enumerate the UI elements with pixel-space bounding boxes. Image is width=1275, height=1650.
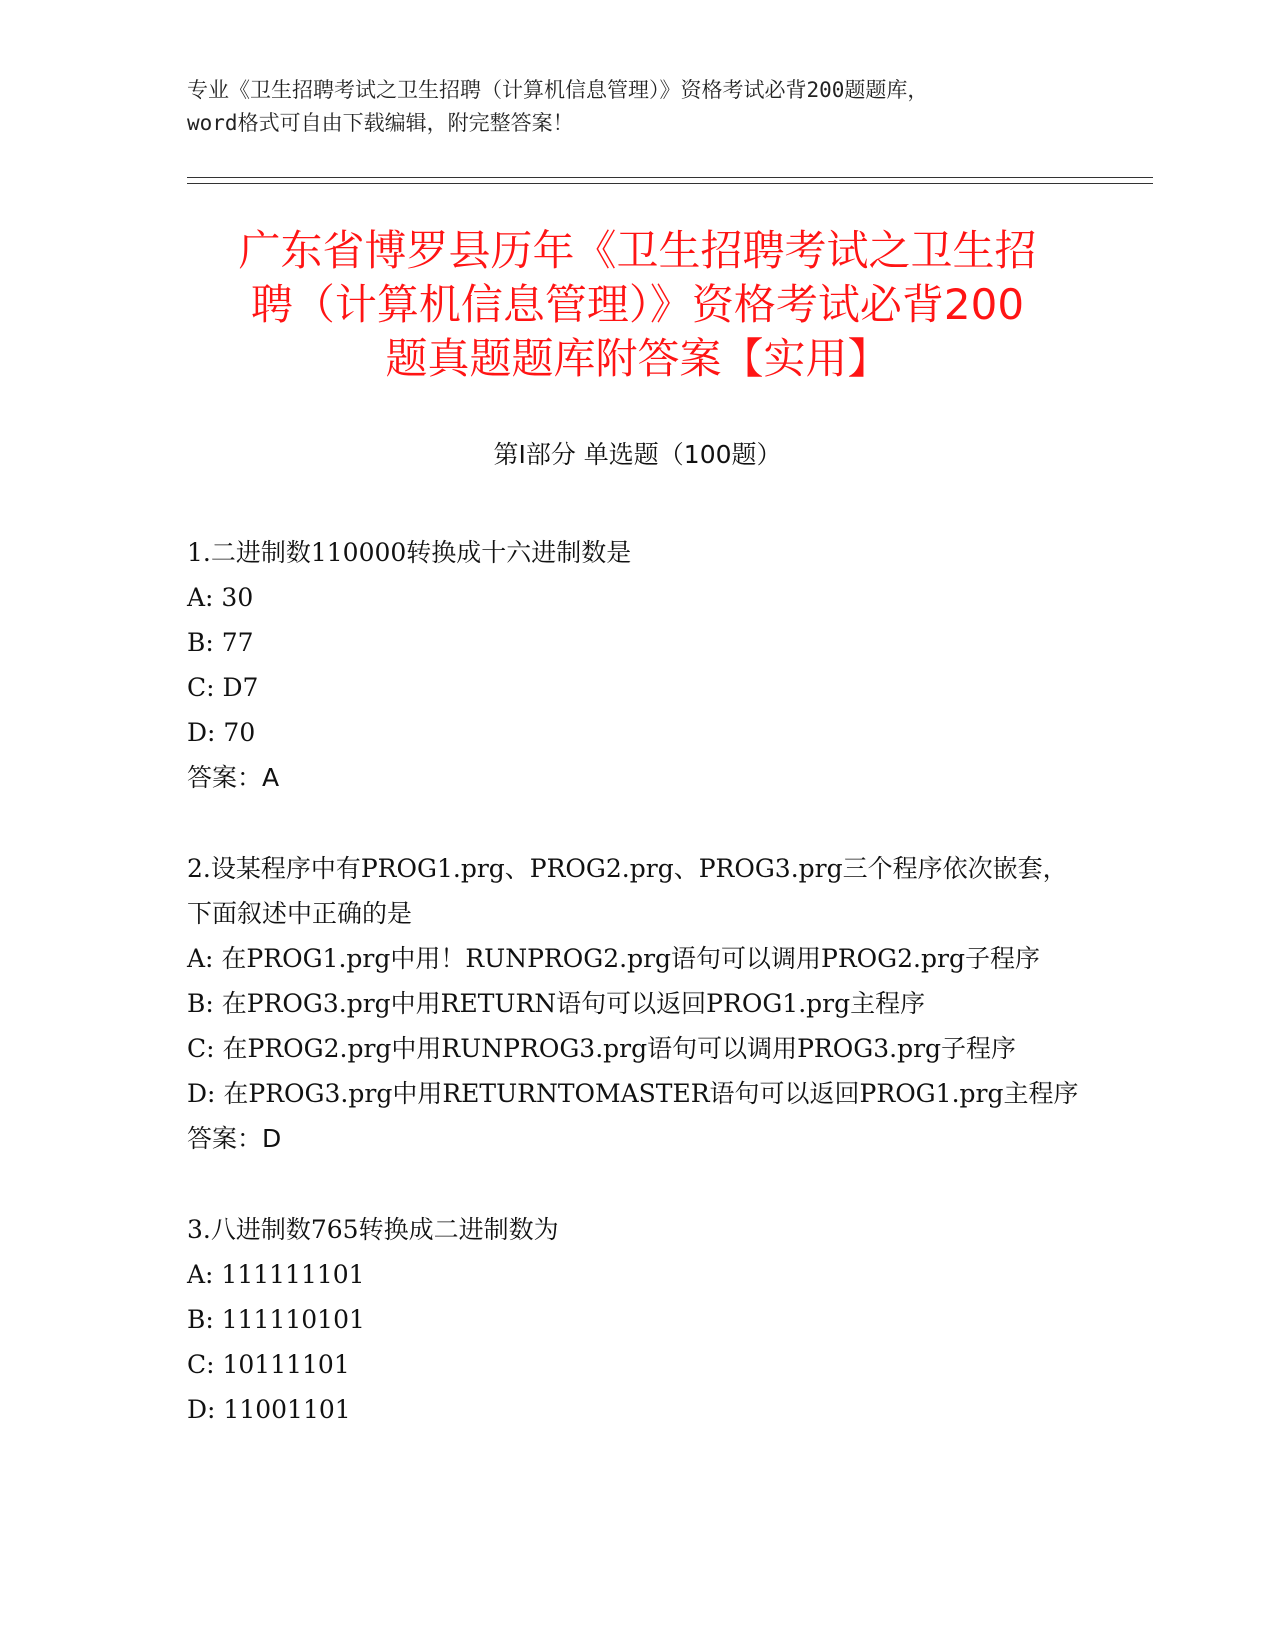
- document-title-line-1: 广东省博罗县历年《卫生招聘考试之卫生招: [238, 226, 1037, 275]
- option-c: C: 10111101: [187, 1350, 350, 1379]
- question-2: [187, 846, 1087, 1161]
- option-c: C: 在PROG2.prg中用RUNPROG3.prg语句可以调用PROG3.prg子程序: [187, 1034, 1017, 1063]
- option-a: A: 在PROG1.prg中用！RUNPROG2.prg语句可以调用PROG2.prg子程序: [187, 944, 1040, 973]
- header-note-line-1: 专业《卫生招聘考试之卫生招聘（计算机信息管理）》资格考试必背200题题库，: [187, 78, 929, 102]
- question-1: [187, 530, 1087, 800]
- answer: 答案：D: [187, 1124, 282, 1153]
- answer: 答案：A: [187, 763, 280, 792]
- document-title-line-3: 题真题题库附答案【实用】: [385, 334, 890, 383]
- option-b: B: 在PROG3.prg中用RETURN语句可以返回PROG1.prg主程序: [187, 989, 926, 1018]
- question-text: 2.设某程序中有PROG1.prg、PROG2.prg、PROG3.prg三个程序依次嵌套，下面叙述中正确的是: [187, 854, 1068, 928]
- document-title-line-2: 聘（计算机信息管理）》资格考试必背200: [250, 280, 1025, 329]
- question-text: 1.二进制数110000转换成十六进制数是: [187, 538, 632, 567]
- option-b: B: 111110101: [187, 1305, 365, 1334]
- header-divider-bottom: [187, 183, 1153, 184]
- option-b: B: 77: [187, 628, 254, 657]
- question-3: [187, 1207, 1087, 1432]
- section-title: 第I部分 单选题（100题）: [493, 440, 782, 469]
- option-d: D: 70: [187, 718, 256, 747]
- document-title: [150, 224, 1125, 386]
- question-list: [187, 530, 1087, 1478]
- question-text: 3.八进制数765转换成二进制数为: [187, 1215, 559, 1244]
- header-note: [187, 74, 1087, 140]
- header-divider-top: [187, 177, 1153, 178]
- option-d: D: 在PROG3.prg中用RETURNTOMASTER语句可以返回PROG1.prg主程序: [187, 1079, 1079, 1108]
- header-note-line-2: word格式可自由下载编辑，附完整答案！: [187, 111, 574, 135]
- option-a: A: 111111101: [187, 1260, 365, 1289]
- option-d: D: 11001101: [187, 1395, 351, 1424]
- option-a: A: 30: [187, 583, 254, 612]
- option-c: C: D7: [187, 673, 259, 702]
